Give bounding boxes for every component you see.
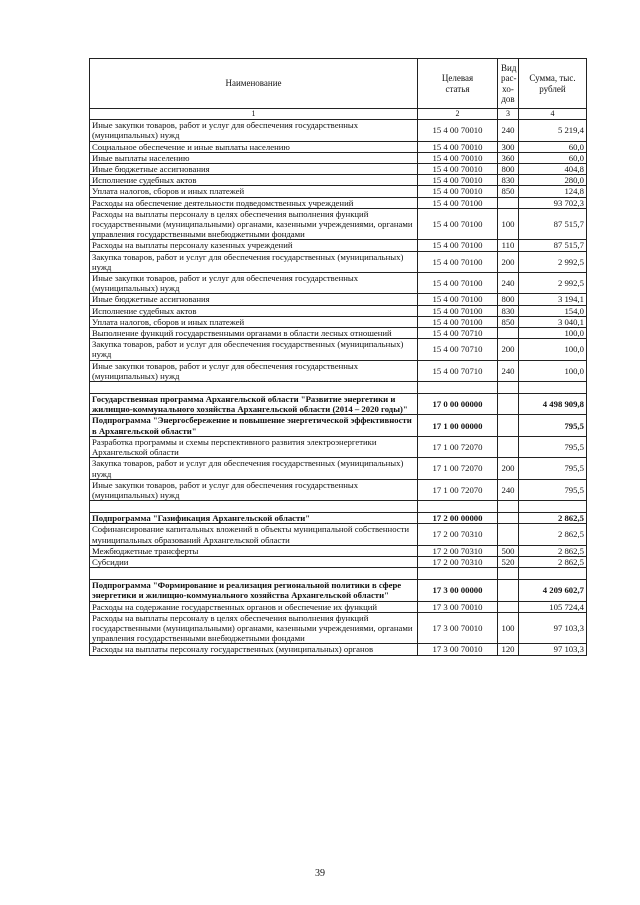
- name-cell: Расходы на выплаты персоналу в целях обеспечения выполнения функций государственными (муниципальными) органами, казенными учреждениями, органами управления государственными внебюджетными фондами: [90, 208, 418, 240]
- name-cell: Подпрограмма "Энергосбережение и повышение энергетической эффективности в Архангельской области": [90, 415, 418, 436]
- table-row: [90, 197, 587, 208]
- spacer-cell: [498, 568, 519, 580]
- header-name: Наименование: [90, 59, 418, 109]
- name-cell: Расходы на выплаты персоналу в целях обеспечения выполнения функций государственными (муниципальными) органами, казенными учреждениями, органами управления государственными внебюджетными фондами: [90, 612, 418, 644]
- code-cell: 17 2 00 70310: [418, 524, 498, 545]
- type-cell: [498, 197, 519, 208]
- type-cell: 830: [498, 175, 519, 186]
- code-cell: 15 4 00 70100: [418, 316, 498, 327]
- sum-cell: 93 702,3: [519, 197, 587, 208]
- code-cell: 15 4 00 70010: [418, 152, 498, 163]
- spacer-row: [90, 382, 587, 394]
- sum-cell: 100,0: [519, 339, 587, 360]
- sum-cell: 105 724,4: [519, 601, 587, 612]
- spacer-cell: [90, 568, 418, 580]
- code-cell: 15 4 00 70100: [418, 240, 498, 251]
- type-cell: 100: [498, 208, 519, 240]
- type-cell: [498, 415, 519, 436]
- name-cell: Межбюджетные трансферты: [90, 545, 418, 556]
- name-cell: Выполнение функций государственными органами в области лесных отношений: [90, 328, 418, 339]
- code-cell: 17 3 00 70010: [418, 644, 498, 655]
- sum-cell: 4 209 602,7: [519, 580, 587, 601]
- code-cell: 17 2 00 70310: [418, 556, 498, 567]
- column-number: 4: [519, 109, 587, 120]
- type-cell: 500: [498, 545, 519, 556]
- name-cell: Расходы на обеспечение деятельности подведомственных учреждений: [90, 197, 418, 208]
- sum-cell: 3 040,1: [519, 316, 587, 327]
- name-cell: Уплата налогов, сборов и иных платежей: [90, 186, 418, 197]
- table-row: [90, 479, 587, 500]
- table-row: [90, 644, 587, 655]
- table-row: [90, 316, 587, 327]
- name-cell: Исполнение судебных актов: [90, 305, 418, 316]
- table-row: [90, 273, 587, 294]
- name-cell: Расходы на выплаты персоналу государственных (муниципальных) органов: [90, 644, 418, 655]
- type-cell: 240: [498, 120, 519, 141]
- sum-cell: 60,0: [519, 152, 587, 163]
- sum-cell: 3 194,1: [519, 294, 587, 305]
- table-row: [90, 360, 587, 381]
- spacer-cell: [498, 501, 519, 513]
- table-row: [90, 251, 587, 272]
- table-row: [90, 175, 587, 186]
- table-row: [90, 305, 587, 316]
- type-cell: 240: [498, 360, 519, 381]
- name-cell: Расходы на выплаты персоналу казенных учреждений: [90, 240, 418, 251]
- sum-cell: 2 862,5: [519, 545, 587, 556]
- code-cell: 15 4 00 70710: [418, 328, 498, 339]
- type-cell: 110: [498, 240, 519, 251]
- type-cell: 100: [498, 612, 519, 644]
- table-row: [90, 120, 587, 141]
- code-cell: 17 1 00 72070: [418, 479, 498, 500]
- name-cell: Подпрограмма "Формирование и реализация региональной политики в сфере энергетики и жилищно-коммунального хозяйства Архангельской области": [90, 580, 418, 601]
- table-row: [90, 328, 587, 339]
- code-cell: 15 4 00 70010: [418, 175, 498, 186]
- code-cell: 17 3 00 70010: [418, 612, 498, 644]
- sum-cell: 795,5: [519, 436, 587, 457]
- header-sum: Сумма, тыс. рублей: [519, 59, 587, 109]
- type-cell: [498, 394, 519, 415]
- table-row: [90, 240, 587, 251]
- name-cell: Софинансирование капитальных вложений в объекты муниципальной собственности муниципальных образований Архангельской области: [90, 524, 418, 545]
- header-type: Вид рас-хо-дов: [498, 59, 519, 109]
- sum-cell: 154,0: [519, 305, 587, 316]
- name-cell: Разработка программы и схемы перспективного развития электроэнергетики Архангельской области: [90, 436, 418, 457]
- table-row: [90, 601, 587, 612]
- sum-cell: 2 862,5: [519, 556, 587, 567]
- name-cell: Иные закупки товаров, работ и услуг для обеспечения государственных (муниципальных) нужд: [90, 120, 418, 141]
- code-cell: 15 4 00 70100: [418, 251, 498, 272]
- name-cell: Подпрограмма "Газификация Архангельской области": [90, 513, 418, 524]
- sum-cell: 4 498 909,8: [519, 394, 587, 415]
- code-cell: 17 2 00 70310: [418, 545, 498, 556]
- sum-cell: 795,5: [519, 479, 587, 500]
- column-number: 3: [498, 109, 519, 120]
- type-cell: 200: [498, 339, 519, 360]
- table-row: [90, 141, 587, 152]
- spacer-cell: [90, 382, 418, 394]
- type-cell: 240: [498, 479, 519, 500]
- table-row: [90, 339, 587, 360]
- header-code: Целевая статья: [418, 59, 498, 109]
- sum-cell: 280,0: [519, 175, 587, 186]
- page-number: 39: [315, 868, 325, 879]
- name-cell: Государственная программа Архангельской области "Развитие энергетики и жилищно-коммунального хозяйства Архангельской области (2014 – 2020 годы)": [90, 394, 418, 415]
- code-cell: 17 0 00 00000: [418, 394, 498, 415]
- column-number-row: [90, 109, 587, 120]
- table-row: [90, 186, 587, 197]
- name-cell: Иные выплаты населению: [90, 152, 418, 163]
- sum-cell: 87 515,7: [519, 208, 587, 240]
- code-cell: 15 4 00 70710: [418, 339, 498, 360]
- sum-cell: 404,8: [519, 164, 587, 175]
- type-cell: 520: [498, 556, 519, 567]
- code-cell: 15 4 00 70100: [418, 294, 498, 305]
- type-cell: 850: [498, 316, 519, 327]
- budget-table: [89, 58, 587, 656]
- spacer-cell: [90, 501, 418, 513]
- spacer-cell: [418, 568, 498, 580]
- table-row: [90, 394, 587, 415]
- code-cell: 17 2 00 00000: [418, 513, 498, 524]
- sum-cell: 2 862,5: [519, 524, 587, 545]
- type-cell: 300: [498, 141, 519, 152]
- name-cell: Уплата налогов, сборов и иных платежей: [90, 316, 418, 327]
- table-row: [90, 152, 587, 163]
- sum-cell: 2 992,5: [519, 251, 587, 272]
- table-row: [90, 580, 587, 601]
- type-cell: [498, 513, 519, 524]
- table-row: [90, 545, 587, 556]
- table-row: [90, 458, 587, 479]
- name-cell: Иные закупки товаров, работ и услуг для обеспечения государственных (муниципальных) нужд: [90, 273, 418, 294]
- code-cell: 17 3 00 70010: [418, 601, 498, 612]
- table-row: [90, 415, 587, 436]
- sum-cell: 97 103,3: [519, 644, 587, 655]
- sum-cell: 2 862,5: [519, 513, 587, 524]
- name-cell: Социальное обеспечение и иные выплаты населению: [90, 141, 418, 152]
- code-cell: 15 4 00 70010: [418, 120, 498, 141]
- name-cell: Исполнение судебных актов: [90, 175, 418, 186]
- code-cell: 17 1 00 00000: [418, 415, 498, 436]
- code-cell: 15 4 00 70010: [418, 141, 498, 152]
- column-number: 1: [90, 109, 418, 120]
- spacer-row: [90, 568, 587, 580]
- name-cell: Иные закупки товаров, работ и услуг для обеспечения государственных (муниципальных) нужд: [90, 360, 418, 381]
- sum-cell: 124,8: [519, 186, 587, 197]
- type-cell: 240: [498, 273, 519, 294]
- sum-cell: 97 103,3: [519, 612, 587, 644]
- name-cell: Закупка товаров, работ и услуг для обеспечения государственных (муниципальных) нужд: [90, 339, 418, 360]
- type-cell: 800: [498, 294, 519, 305]
- sum-cell: 2 992,5: [519, 273, 587, 294]
- name-cell: Иные бюджетные ассигнования: [90, 294, 418, 305]
- name-cell: Иные бюджетные ассигнования: [90, 164, 418, 175]
- type-cell: 120: [498, 644, 519, 655]
- code-cell: 15 4 00 70100: [418, 305, 498, 316]
- sum-cell: 795,5: [519, 458, 587, 479]
- sum-cell: 87 515,7: [519, 240, 587, 251]
- spacer-cell: [519, 568, 587, 580]
- name-cell: Расходы на содержание государственных органов и обеспечение их функций: [90, 601, 418, 612]
- code-cell: 15 4 00 70010: [418, 186, 498, 197]
- type-cell: 850: [498, 186, 519, 197]
- spacer-cell: [418, 501, 498, 513]
- header-row: [90, 59, 587, 109]
- sum-cell: 100,0: [519, 360, 587, 381]
- type-cell: 800: [498, 164, 519, 175]
- sum-cell: 5 219,4: [519, 120, 587, 141]
- spacer-cell: [519, 382, 587, 394]
- type-cell: 200: [498, 458, 519, 479]
- name-cell: Закупка товаров, работ и услуг для обеспечения государственных (муниципальных) нужд: [90, 251, 418, 272]
- type-cell: 830: [498, 305, 519, 316]
- type-cell: [498, 601, 519, 612]
- code-cell: 15 4 00 70010: [418, 164, 498, 175]
- code-cell: 17 3 00 00000: [418, 580, 498, 601]
- table-row: [90, 612, 587, 644]
- table-row: [90, 208, 587, 240]
- name-cell: Закупка товаров, работ и услуг для обеспечения государственных (муниципальных) нужд: [90, 458, 418, 479]
- sum-cell: 60,0: [519, 141, 587, 152]
- sum-cell: 795,5: [519, 415, 587, 436]
- table-row: [90, 524, 587, 545]
- type-cell: [498, 436, 519, 457]
- table-row: [90, 436, 587, 457]
- spacer-cell: [498, 382, 519, 394]
- table-row: [90, 556, 587, 567]
- code-cell: 17 1 00 72070: [418, 436, 498, 457]
- table-row: [90, 513, 587, 524]
- name-cell: Иные закупки товаров, работ и услуг для обеспечения государственных (муниципальных) нужд: [90, 479, 418, 500]
- name-cell: Субсидии: [90, 556, 418, 567]
- type-cell: 200: [498, 251, 519, 272]
- code-cell: 15 4 00 70100: [418, 273, 498, 294]
- column-number: 2: [418, 109, 498, 120]
- type-cell: [498, 328, 519, 339]
- code-cell: 15 4 00 70710: [418, 360, 498, 381]
- code-cell: 17 1 00 72070: [418, 458, 498, 479]
- code-cell: 15 4 00 70100: [418, 197, 498, 208]
- type-cell: 360: [498, 152, 519, 163]
- table-row: [90, 294, 587, 305]
- sum-cell: 100,0: [519, 328, 587, 339]
- spacer-cell: [519, 501, 587, 513]
- spacer-cell: [418, 382, 498, 394]
- code-cell: 15 4 00 70100: [418, 208, 498, 240]
- spacer-row: [90, 501, 587, 513]
- type-cell: [498, 580, 519, 601]
- table-row: [90, 164, 587, 175]
- type-cell: [498, 524, 519, 545]
